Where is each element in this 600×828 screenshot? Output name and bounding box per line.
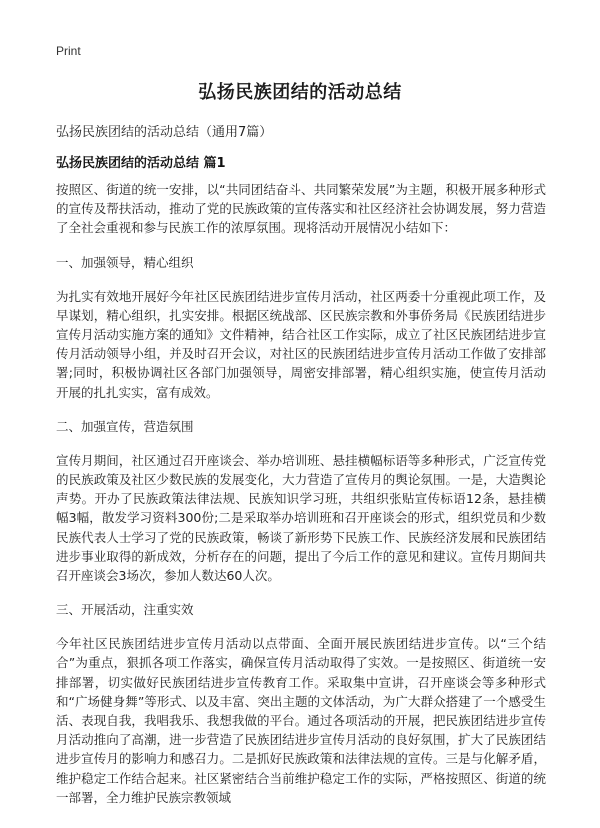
article-body xyxy=(56,180,546,807)
print-label[interactable]: Print xyxy=(56,44,81,58)
document-subtitle: 弘扬民族团结的活动总结（通用7篇） xyxy=(56,125,273,140)
subheading-3: 三、开展活动，注重实效 xyxy=(56,602,194,618)
subheading-1: 一、加强领导，精心组织 xyxy=(56,254,194,270)
paragraph-3: 今年社区民族团结进步宣传月活动以点带面、全面开展民族团结进步宣传。以“三个结合”为重点，狠抓各项工作落实，确保宣传月活动取得了实效。一是按照区、街道统一安排部署，切实做好民族团结进步宣传教育工作。采取集中宣讲，召开座谈会等多种形式和“广场健身舞”等形式、以及丰富、突出主题的文体活动，为广大群众搭建了一个感受生活、表现自我，我唱我乐、我想我做的平台。通过各项活动的开展，把民族团结进步宣传月活动推向了高潮，进一步营造了民族团结进步宣传月活动的良好氛围，扩大了民族团结进步宣传月的影响力和感召力。二是抓好民族政策和法律法规的宣传。三是与化解矛盾，维护稳定工作结合起来。社区紧密结合当前维护稳定工作的实际，严格按照区、街道的统一部署，全力维护民族宗教领域 xyxy=(56,636,546,805)
page-title: 弘扬民族团结的活动总结 xyxy=(198,82,402,103)
intro-paragraph: 按照区、街道的统一安排，以“共同团结奋斗、共同繁荣发展”为主题，积极开展多种形式的宣传及帮扶活动，推动了党的民族政策的宣传落实和社区经济社会协调发展，努力营造了全社会重视和参与民族工作的浓厚氛围。现将活动开展情况小结如下： xyxy=(56,182,546,236)
paragraph-2: 宣传月期间，社区通过召开座谈会、举办培训班、悬挂横幅标语等多种形式，广泛宣传党的民族政策及社区少数民族的发展变化，大力营造了宣传月的舆论氛围。一是，大造舆论声势。开办了民族政策法律法规、民族知识学习班，共组织张贴宣传标语12条，悬挂横幅3幅，散发学习资料300份;二是采取举办培训班和召开座谈会的形式，组织党员和少数民族代表人士学习了党的民族政策，畅谈了新形势下民族工作、民族经济发展和民族团结进步事业取得的新成效，分析存在的问题，提出了今后工作的意见和建议。宣传月期间共召开座谈会3场次，参加人数达60人次。 xyxy=(56,452,546,584)
section-heading: 弘扬民族团结的活动总结 篇1 xyxy=(56,156,226,171)
subheading-2: 二、加强宣传，营造氛围 xyxy=(56,418,194,434)
paragraph-1: 为扎实有效地开展好今年社区民族团结进步宣传月活动，社区两委十分重视此项工作，及早谋划，精心组织，扎实安排。根据区统战部、区民族宗教和外事侨务局《民族团结进步宣传月活动实施方案的通知》文件精神，结合社区工作实际，成立了社区民族团结进步宣传月活动领导小组，并及时召开会议，对社区的民族团结进步宣传月活动工作做了安排部署;同时，积极协调社区各部门加强领导，周密安排部署，精心组织实施，使宣传月活动开展的扎扎实实，富有成效。 xyxy=(56,288,546,400)
